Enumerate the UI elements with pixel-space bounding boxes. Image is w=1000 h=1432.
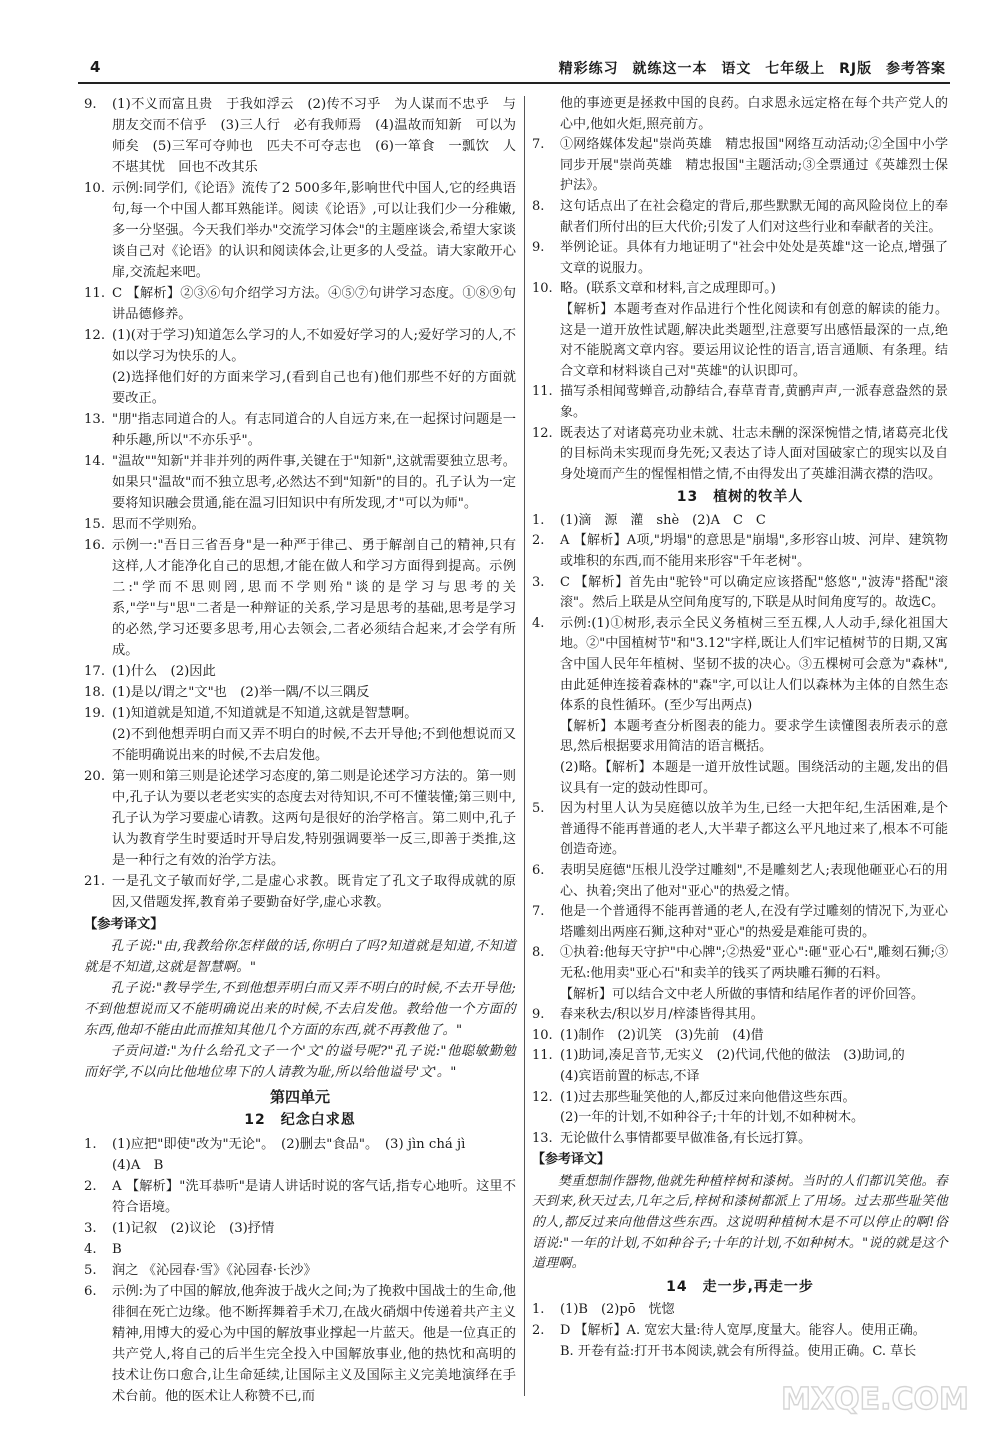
item-text: "温故""知新"并非并列的两件事,关键在于"知新",这就需要独立思考。如果只"温故"而不独立思考,必然达不到"知新"的目的。孔子认为一定要将知识融会贯通,能在温习旧知识中有所发现,才"可以为师"。 [112, 454, 516, 511]
lesson13-answer-item [532, 861, 948, 902]
item-text: 他是一个普通得不能再普通的老人,在没有学过雕刻的情况下,为亚心塔雕刻出两座石狮,这种对"亚心"的热爱是难能可贵的。 [560, 904, 948, 940]
item-text: (1)过去那些耻笑他的人,都反过来向他借这些东西。 [560, 1089, 856, 1105]
left-answer-item [84, 283, 516, 325]
lesson13-answer-item [532, 799, 948, 861]
item-text: "朋"指志同道合的人。有志同道合的人自远方来,在一起探讨问题是一种乐趣,所以"不亦乐乎"。 [112, 412, 516, 448]
item-text: (1)(对于学习)知道怎么学习的人,不如爱好学习的人;爱好学习的人,不如以学习为快乐的人。 [112, 328, 516, 364]
item-text: 因为村里人认为吴庭德以放羊为生,已经一大把年纪,生活困难,是个普通得不能再普通的老人,大半辈子都这么平凡地过来了,根本不可能创造奇迹。 [560, 801, 948, 858]
left-answer-item [84, 178, 516, 283]
left-answer-list [84, 94, 516, 913]
lesson-12-answer-list [84, 1134, 516, 1407]
continued-text: 他的事迹更是拯救中国的良药。白求恩永远定格在每个共产党人的心中,他如火炬,照亮前方。 [560, 96, 948, 132]
lesson-14-answer-list [532, 1300, 948, 1362]
item-text: C 【解析】②③⑥句介绍学习方法。④⑤⑦句讲学习态度。①⑧⑨句讲品德修养。 [112, 286, 516, 322]
lesson-13-answer-list [532, 511, 948, 1149]
item-subtext: (4)A B [112, 1158, 164, 1173]
item-number: 11. [532, 1048, 553, 1064]
item-number: 9. [532, 240, 545, 256]
item-number: 2. [532, 1323, 545, 1339]
item-number: 9. [532, 1007, 545, 1023]
lesson13-answer-item [532, 1005, 948, 1026]
right-answer-item [532, 197, 948, 238]
item-text: 一是孔文子敏而好学,二是虚心求教。既肯定了孔文子取得成就的原因,又借题发挥,教育弟子要勤奋好学,虚心求教。 [112, 874, 516, 910]
item-text: (1)滴 源 灌 shè (2)A C C [560, 512, 766, 528]
item-number: 19. [84, 706, 106, 721]
item-text: B [112, 1242, 122, 1257]
translation-paragraph: 樊重想制作器物,他就先种植梓树和漆树。当时的人们都讥笑他。春天到来,秋天过去,几年之后,梓树和漆树都派上了用场。过去那些耻笑他的人,都反过来向他借这些东西。这说明种植树木是不可以停止的啊!俗语说:"一年的计划,不如种谷子;十年的计划,不如种树木。"说的就是这个道理啊。 [532, 1173, 948, 1272]
left-answer-item [84, 703, 516, 724]
lesson13-answer-item [532, 943, 948, 984]
left-answer-item [84, 661, 516, 682]
page-number: 4 [90, 58, 101, 76]
item-number: 7. [532, 904, 545, 920]
item-text: 这句话点出了在社会稳定的背后,那些默默无闻的高风险岗位上的奉献者们所付出的巨大代价;引发了人们对这些行业和奉献者的关注。 [560, 198, 948, 235]
item-number: 17. [84, 664, 106, 679]
lesson12-answer-item [84, 1281, 516, 1407]
item-number: 8. [532, 945, 545, 961]
lesson13-answer-item [532, 573, 948, 614]
item-number: 1. [84, 1137, 97, 1152]
item-text: 示例:为了中国的解放,他奔波于战火之间;为了挽救中国战士的生命,他徘徊在死亡边缘。他不断挥舞着手术刀,在战火硝烟中传递着共产主义精神,用博大的爱心为中国的解放事业撑起一片蓝天。他是一位真正的共产党人,将自己的后半生完全投入中国解放事业,他的热忱和高明的技术让伤口愈合,让生命延续,让国际主义及国际主义完美地演绎在手术台前。他的医术让人称赞不已,而 [112, 1284, 516, 1404]
unit-title: 第四单元 [269, 1088, 330, 1106]
item-text: (1)应把"即使"改为"无论"。 (2)删去"食品"。 (3) jìn chá jì [112, 1137, 466, 1152]
translation-paragraph: 孔子说:"由,我教给你怎样做的话,你明白了吗?知道就是知道,不知道就是不知道,这就是智慧啊。" [84, 939, 516, 975]
item-number: 4. [532, 615, 545, 631]
item-number: 2. [84, 1179, 97, 1194]
item-subtext: B. 开卷有益:打开书本阅读,就会有所得益。使用正确。C. 草长 [560, 1343, 917, 1359]
item-text: (1)知道就是知道,不知道就是不知道,这就是智慧啊。 [112, 706, 418, 721]
right-translation-heading: 【参考译文】 [532, 1152, 611, 1168]
item-number: 11. [84, 286, 106, 301]
item-number: 18. [84, 685, 106, 700]
lesson12-answer-item [84, 1260, 516, 1281]
item-number: 6. [532, 862, 545, 878]
item-number: 6. [84, 1284, 97, 1299]
item-text: (1)不义而富且贵 于我如浮云 (2)传不习乎 为人谋而不忠乎 与朋友交而不信乎 (3)三人行 必有我师焉 (4)温故而知新 可以为师矣 (5)三军可夺帅也 匹夫不可夺志也 (6)一箪食 一瓢饮 人不堪其忧 回也不改其乐 [112, 97, 516, 175]
left-answer-item [84, 871, 516, 913]
lesson13-answer-item [532, 1026, 948, 1047]
item-number: 4. [84, 1242, 97, 1257]
item-text: 春来秋去/积以岁月/梓漆皆得其用。 [560, 1007, 764, 1023]
item-text: 示例:同学们,《论语》流传了2 500多年,影响世代中国人,它的经典语句,每一个中国人都耳熟能详。阅读《论语》,可以让我们少一分稚嫩,多一分坚强。今天我们举办"交流学习体会"的主题座谈会,希望大家谈谈自己对《论语》的认识和阅读体会,让更多的人受益。请大家敞开心扉,交流起来吧。 [112, 181, 516, 280]
left-answer-item [84, 409, 516, 451]
item-text: D 【解析】A. 宽宏大量:待人宽厚,度量大。能容人。使用正确。 [560, 1323, 926, 1339]
item-text: (1)是以/谓之"文"也 (2)举一隅/不以三隅反 [112, 685, 370, 700]
item-text: A 【解析】"洗耳恭听"是请人讲话时说的客气话,指专心地听。这里不符合语境。 [112, 1179, 516, 1215]
item-text: ①执着:他每天守护"中心牌";②热爱"亚心":砸"亚心石",雕刻石狮;③无私:他用卖"亚心石"和卖羊的钱买了两块雕石狮的石料。 [560, 945, 948, 981]
item-text: (1)B (2)pō 恍惚 [560, 1302, 675, 1318]
left-column [84, 94, 516, 1407]
right-answer-item [532, 382, 948, 423]
lesson-12-title: 12 纪念白求恩 [244, 1112, 356, 1128]
right-answer-item [532, 238, 948, 279]
item-number: 20. [84, 769, 106, 784]
item-text: 描写杀相闻莺蝉音,动静结合,春草青青,黄鹂声声,一派春意盎然的景象。 [560, 384, 948, 420]
right-translation [532, 1172, 948, 1275]
left-answer-item [84, 325, 516, 367]
item-number: 1. [532, 512, 545, 528]
item-text: A 【解析】A项,"坍塌"的意思是"崩塌",多形容山坡、河岸、建筑物或堆积的东西,而不能用来形容"千年老树"。 [560, 533, 948, 570]
left-answer-item [84, 514, 516, 535]
item-number: 5. [84, 1263, 97, 1278]
lesson14-answer-item [532, 1300, 948, 1321]
item-number: 8. [532, 198, 545, 214]
lesson13-answer-item [532, 531, 948, 572]
lesson13-answer-item [532, 511, 948, 532]
item-number: 21. [84, 874, 106, 889]
item-text: 略。(联系文章和材料,言之成理即可。) [560, 281, 776, 297]
item-number: 12. [532, 1089, 553, 1105]
item-subtext: (2)选择他们好的方面来学习,(看到自己也有)他们那些不好的方面就要改正。 [112, 370, 516, 406]
item-text: 表明吴庭德"压根儿没学过雕刻",不是雕刻艺人;表现他砸亚心石的用心、执着;突出了他对"亚心"的热爱之情。 [560, 862, 948, 899]
lesson13-answer-item [532, 1088, 948, 1109]
item-text: (1)记叙 (2)议论 (3)抒情 [112, 1221, 275, 1236]
item-text: 举例论证。具体有力地证明了"社会中处处是英雄"这一论点,增强了文章的说服力。 [560, 240, 948, 276]
item-subtext: 【解析】本题考查对作品进行个性化阅读和有创意的解读的能力。这是一道开放性试题,解决此类题型,注意要写出感悟最深的一点,绝对不能脱离文章内容。要运用议论性的语言,语言通顺、有条理。结合文章和材料谈自己对"英雄"的认识即可。 [560, 301, 948, 379]
item-text: 润之 《沁园春·雪》《沁园春·长沙》 [112, 1263, 317, 1278]
lesson12-answer-item [84, 1134, 516, 1155]
item-number: 3. [84, 1221, 97, 1236]
left-answer-item [84, 94, 516, 178]
item-text: 思而不学则殆。 [112, 517, 205, 532]
lesson12-answer-item [84, 1176, 516, 1218]
item-number: 1. [532, 1302, 545, 1318]
item-text: (1)制作 (2)讥笑 (3)先前 (4)借 [560, 1027, 764, 1043]
item-subtext: 【解析】本题考查分析图表的能力。要求学生读懂图表所表示的意思,然后根据要求用简洁的语言概括。 [560, 718, 948, 755]
item-number: 15. [84, 517, 106, 532]
watermark-text: MXQE.COM [781, 1382, 969, 1417]
item-number: 12. [532, 425, 553, 441]
lesson-13-title: 13 植树的牧羊人 [676, 489, 804, 506]
right-column [532, 94, 948, 1362]
right-answer-list [532, 135, 948, 485]
left-answer-item [84, 766, 516, 871]
lesson12-answer-item [84, 1239, 516, 1260]
item-number: 16. [84, 538, 106, 553]
lesson13-answer-item [532, 1129, 948, 1150]
lesson13-answer-item [532, 902, 948, 943]
item-text: 示例一:"吾日三省吾身"是一种严于律己、勇于解剖自己的精神,只有这样,人才能净化自己的思想,才能在做人和学习方面得到提高。示例二:"学而不思则罔,思而不学则殆"谈的是学习与思考的关系,"学"与"思"二者是一种辩证的关系,学习是思考的基础,思考是学习的必然,学习还要多思考,用心去领会,二者必须结合起来,才会学有所成。 [112, 538, 516, 658]
item-number: 5. [532, 801, 545, 817]
lesson13-answer-item [532, 1046, 948, 1067]
item-number: 11. [532, 384, 553, 400]
item-text: 第一则和第三则是论述学习态度的,第二则是论述学习方法的。第一则中,孔子认为要以老老实实的态度去对待知识,不可不懂装懂;第三则中,孔子认为学习要虚心请教。这两句是很好的治学格言。第二则中,孔子认为教育学生时要适时开导启发,特别强调要举一反三,即善于类推,这是一种行之有效的治学方法。 [112, 769, 516, 868]
item-number: 10. [532, 1027, 553, 1043]
item-number: 13. [84, 412, 106, 427]
item-subtext: (4)宾语前置的标志,不译 [560, 1068, 700, 1084]
watermark-logo [780, 1376, 970, 1420]
page-header [78, 52, 950, 84]
column-divider [524, 96, 525, 1396]
item-number: 13. [532, 1130, 553, 1146]
item-text: (1)助词,凑足音节,无实义 (2)代词,代他的做法 (3)助词,的 [560, 1048, 905, 1064]
right-answer-item [532, 135, 948, 197]
item-text: 无论做什么事情都要早做准备,有长远打算。 [560, 1130, 812, 1146]
left-translation-heading: 【参考译文】 [84, 917, 164, 932]
translation-paragraph: 孔子说:"教导学生,不到他想弄明白而又弄不明白的时候,不去开导他;不到他想说而又不能明确说出来的时候,不去启发他。教给他一个方面的东西,他却不能由此而推知其他几个方面的东西,就不再教他了。" [84, 981, 516, 1038]
item-number: 9. [84, 97, 97, 112]
item-number: 3. [532, 574, 545, 590]
item-number: 12. [84, 328, 106, 343]
item-number: 14. [84, 454, 106, 469]
item-text: 既表达了对诸葛亮功业未就、壮志未酬的深深惋惜之情,诸葛亮北伐的目标尚未实现而身先死;又表达了诗人面对国破家亡的现实以及自身处境而产生的惺惺相惜之情,不由得发出了英雄泪满衣襟的浩叹。 [560, 425, 948, 482]
lesson12-answer-item [84, 1218, 516, 1239]
item-number: 10. [84, 181, 106, 196]
left-answer-item [84, 535, 516, 661]
item-text: 示例:(1)①树形,表示全民义务植树三至五棵,人人动手,绿化祖国大地。②"中国植树节"和"3.12"字样,既让人们牢记植树节的日期,又寓含中国人民年年植树、坚韧不拔的决心。③五棵树可会意为"森林",由此延伸连接着森林的"森"字,可以让人们以森林为主体的自然生态体系的良性循环。(至少写出两点) [560, 615, 948, 714]
item-subtext: (2)不到他想弄明白而又弄不明白的时候,不去开导他;不到他想说而又不能明确说出来的时候,不去启发他。 [112, 727, 516, 763]
item-text: C 【解析】首先由"驼铃"可以确定应该搭配"悠悠","波涛"搭配"滚滚"。然后上联是从空间角度写的,下联是从时间角度写的。故选C。 [560, 574, 948, 611]
left-answer-item [84, 682, 516, 703]
item-number: 2. [532, 533, 545, 549]
header-title: 精彩练习 就练这一本 语文 七年级上 RJ版 参考答案 [558, 61, 946, 77]
lesson-14-title: 14 走一步,再走一步 [666, 1278, 814, 1295]
item-number: 10. [532, 281, 553, 297]
left-translation [84, 936, 516, 1083]
translation-paragraph: 子贡问道:"为什么给孔文子一个'文'的谥号呢?"孔子说:"他聪敏勤勉而好学,不以向比他地位卑下的人请教为耻,所以给他谥号'文'。" [84, 1044, 516, 1080]
item-subtext: (2)略。【解析】本题是一道开放性试题。围绕活动的主题,发出的倡议具有一定的鼓动性即可。 [560, 760, 948, 796]
item-text: ①网络媒体发起"崇尚英雄 精忠报国"网络互动活动;②全国中小学同步开展"崇尚英雄 精忠报国"主题活动;③全票通过《英雄烈士保护法》。 [560, 137, 948, 194]
left-answer-item [84, 451, 516, 514]
item-subtext: (2)一年的计划,不如种谷子;十年的计划,不如种树木。 [560, 1110, 865, 1126]
item-number: 7. [532, 137, 545, 153]
right-answer-item [532, 279, 948, 300]
item-text: (1)什么 (2)因此 [112, 664, 216, 679]
item-subtext: 【解析】可以结合文中老人所做的事情和结尾作者的评价回答。 [560, 986, 925, 1002]
lesson14-answer-item [532, 1321, 948, 1342]
right-answer-item [532, 424, 948, 486]
lesson13-answer-item [532, 614, 948, 717]
